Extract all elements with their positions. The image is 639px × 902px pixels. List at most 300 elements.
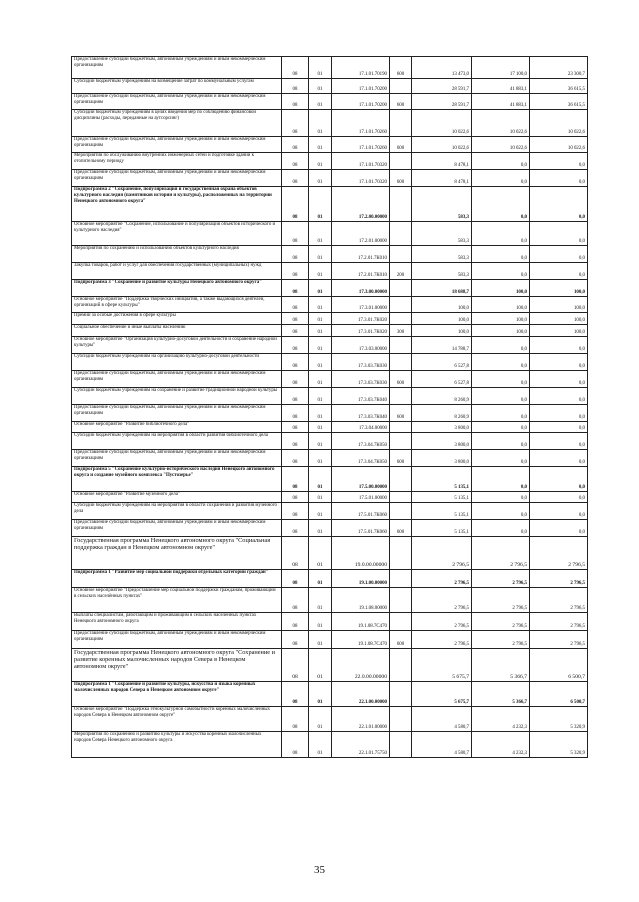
- item-name-cell: Подпрограмма 1 "Сохранение и развитие культуры, искусства и языка коренных малочисленных народов Севера в Ненецком автономном округе": [72, 682, 282, 707]
- item-name-cell: Основное мероприятие "Развитие библиотечного дела": [72, 422, 282, 433]
- expense-type-cell: [390, 707, 412, 732]
- subsection-code-cell: 01: [309, 222, 332, 246]
- section-code-cell: 08: [282, 537, 309, 570]
- expense-type-cell: [390, 79, 412, 94]
- expense-type-cell: 600: [390, 57, 412, 79]
- section-code-cell: 08: [282, 297, 309, 313]
- table-row: [72, 422, 588, 433]
- amount-year1-cell: 5 135,1: [412, 503, 472, 520]
- amount-year2-cell: 0,0: [472, 170, 530, 187]
- table-row: [72, 297, 588, 313]
- amount-year3-cell: 0,0: [530, 467, 588, 492]
- table-row: [72, 79, 588, 94]
- amount-year1-cell: 10 022,6: [412, 137, 472, 153]
- amount-year3-cell: 0,0: [530, 520, 588, 537]
- amount-year3-cell: 100,0: [530, 325, 588, 337]
- target-article-cell: 17.3.03.7К030: [332, 354, 390, 371]
- section-code-cell: 08: [282, 263, 309, 280]
- expense-type-cell: 600: [390, 371, 412, 388]
- section-code-cell: 08: [282, 246, 309, 263]
- section-code-cell: 08: [282, 570, 309, 588]
- amount-year3-cell: 36 615,5: [530, 94, 588, 110]
- amount-year3-cell: 0,0: [530, 246, 588, 263]
- amount-year1-cell: 5 135,1: [412, 520, 472, 537]
- amount-year3-cell: 0,0: [530, 503, 588, 520]
- amount-year2-cell: 5 366,7: [472, 682, 530, 707]
- amount-year2-cell: 0,0: [472, 422, 530, 433]
- subsection-code-cell: 01: [309, 170, 332, 187]
- item-name-cell: Субсидии бюджетным учреждениям на мероприятия в области сохранения и развития музейного дела: [72, 503, 282, 520]
- subsection-code-cell: 01: [309, 297, 332, 313]
- amount-year2-cell: 0,0: [472, 492, 530, 503]
- item-name-cell: Государственная программа Ненецкого автономного округа "Сохранение и развитие коренных малочисленных народов Севера в Ненецком автономном округе": [72, 649, 282, 682]
- amount-year2-cell: 2 796,5: [472, 570, 530, 588]
- item-name-cell: Подпрограмма 5 "Сохранение культурно-исторического наследия Ненецкого автономного округа и создание музейного комплекса "Пустозерье": [72, 467, 282, 492]
- target-article-cell: 17.1.01.70200: [332, 79, 390, 94]
- item-name-cell: Государственная программа Ненецкого автономного округа "Социальная поддержка граждан в Ненецком автономном округе": [72, 537, 282, 570]
- amount-year1-cell: 2 796,5: [412, 631, 472, 649]
- expense-type-cell: [390, 613, 412, 631]
- expense-type-cell: [390, 153, 412, 170]
- target-article-cell: 17.3.00.00000: [332, 280, 390, 297]
- expense-type-cell: [390, 337, 412, 354]
- section-code-cell: 08: [282, 371, 309, 388]
- amount-year1-cell: 10 022,6: [412, 110, 472, 137]
- amount-year1-cell: 583,3: [412, 246, 472, 263]
- table-row: [72, 405, 588, 422]
- section-code-cell: 08: [282, 405, 309, 422]
- subsection-code-cell: 01: [309, 337, 332, 354]
- amount-year3-cell: 2 796,5: [530, 631, 588, 649]
- subsection-code-cell: 01: [309, 467, 332, 492]
- subsection-code-cell: 01: [309, 707, 332, 732]
- table-row: [72, 325, 588, 337]
- section-code-cell: 08: [282, 433, 309, 450]
- item-name-cell: Премии за особые достижения в сфере культуры: [72, 313, 282, 325]
- amount-year2-cell: 5 366,7: [472, 649, 530, 682]
- item-name-cell: Субсидии бюджетным учреждениям на сохранение и развитие традиционной народной культуры: [72, 388, 282, 405]
- table-row: [72, 187, 588, 222]
- expense-type-cell: 600: [390, 631, 412, 649]
- target-article-cell: 17.3.03.7К030: [332, 371, 390, 388]
- expense-type-cell: [390, 297, 412, 313]
- subsection-code-cell: 01: [309, 246, 332, 263]
- amount-year1-cell: 100,0: [412, 325, 472, 337]
- amount-year1-cell: 583,3: [412, 187, 472, 222]
- subsection-code-cell: 01: [309, 492, 332, 503]
- item-name-cell: Основное мероприятие "Сохранение, использование и популяризация объектов исторического и культурного наследия": [72, 222, 282, 246]
- expense-type-cell: [390, 537, 412, 570]
- amount-year2-cell: 2 796,5: [472, 537, 530, 570]
- subsection-code-cell: 01: [309, 94, 332, 110]
- target-article-cell: 22.0.00.00000: [332, 649, 390, 682]
- target-article-cell: 17.1.01.70260: [332, 110, 390, 137]
- amount-year1-cell: 8 478,1: [412, 153, 472, 170]
- expense-type-cell: 600: [390, 450, 412, 467]
- amount-year3-cell: 0,0: [530, 153, 588, 170]
- amount-year1-cell: 6 527,8: [412, 371, 472, 388]
- amount-year2-cell: 100,0: [472, 313, 530, 325]
- item-name-cell: Основное мероприятие "Поддержка этнокультурной самобытности коренных малочисленных народов Севера в Ненецком автономном округе": [72, 707, 282, 732]
- item-name-cell: Основное мероприятие "Предоставление мер социальной поддержки гражданам, проживающим в сельских населённых пунктах": [72, 588, 282, 613]
- section-code-cell: 08: [282, 613, 309, 631]
- amount-year1-cell: 28 591,7: [412, 94, 472, 110]
- amount-year2-cell: 0,0: [472, 337, 530, 354]
- amount-year3-cell: 0,0: [530, 263, 588, 280]
- table-row: [72, 682, 588, 707]
- item-name-cell: Предоставление субсидий бюджетным, автономным учреждениям и иным некоммерческим организациям: [72, 405, 282, 422]
- amount-year1-cell: 4 580,7: [412, 732, 472, 758]
- subsection-code-cell: 01: [309, 325, 332, 337]
- expense-type-cell: [390, 467, 412, 492]
- table-row: [72, 732, 588, 758]
- table-row: [72, 450, 588, 467]
- amount-year3-cell: 10 022,6: [530, 110, 588, 137]
- table-row: [72, 707, 588, 732]
- item-name-cell: Предоставление субсидий бюджетным, автономным учреждениям и иным некоммерческим организациям: [72, 170, 282, 187]
- amount-year1-cell: 100,0: [412, 313, 472, 325]
- amount-year3-cell: 0,0: [530, 492, 588, 503]
- target-article-cell: 17.2.01.7К010: [332, 246, 390, 263]
- table-row: [72, 649, 588, 682]
- target-article-cell: 19.0.00.00000: [332, 537, 390, 570]
- expense-type-cell: [390, 433, 412, 450]
- item-name-cell: Подпрограмма 2 "Сохранение, популяризация и государственная охрана объектов культурного наследия (памятников истории и культуры), расположенных на территории Ненецкого автономного округа": [72, 187, 282, 222]
- amount-year2-cell: 4 232,3: [472, 707, 530, 732]
- target-article-cell: 17.2.00.00000: [332, 187, 390, 222]
- expense-type-cell: [390, 246, 412, 263]
- expense-type-cell: 600: [390, 520, 412, 537]
- page-number: 35: [314, 864, 325, 876]
- target-article-cell: 19.1.08.00000: [332, 588, 390, 613]
- expense-type-cell: [390, 732, 412, 758]
- target-article-cell: 17.3.03.00000: [332, 337, 390, 354]
- target-article-cell: 17.3.03.7К040: [332, 388, 390, 405]
- section-code-cell: 08: [282, 520, 309, 537]
- amount-year1-cell: 6 527,8: [412, 354, 472, 371]
- target-article-cell: 19.1.08.7С470: [332, 613, 390, 631]
- amount-year2-cell: 0,0: [472, 405, 530, 422]
- section-code-cell: 08: [282, 313, 309, 325]
- expense-type-cell: 200: [390, 263, 412, 280]
- amount-year3-cell: 0,0: [530, 222, 588, 246]
- section-code-cell: 08: [282, 280, 309, 297]
- target-article-cell: 17.1.01.70190: [332, 57, 390, 79]
- amount-year2-cell: 2 796,5: [472, 588, 530, 613]
- expense-type-cell: 600: [390, 170, 412, 187]
- section-code-cell: 08: [282, 631, 309, 649]
- amount-year2-cell: 0,0: [472, 222, 530, 246]
- subsection-code-cell: 01: [309, 187, 332, 222]
- item-name-cell: Мероприятия по сохранению и использованию объектов культурного наследия: [72, 246, 282, 263]
- amount-year1-cell: 2 796,5: [412, 537, 472, 570]
- subsection-code-cell: 01: [309, 588, 332, 613]
- expense-type-cell: [390, 354, 412, 371]
- section-code-cell: 08: [282, 170, 309, 187]
- amount-year2-cell: 41 883,1: [472, 79, 530, 94]
- amount-year3-cell: 6 500,7: [530, 649, 588, 682]
- amount-year2-cell: 0,0: [472, 371, 530, 388]
- target-article-cell: 17.2.01.7К010: [332, 263, 390, 280]
- target-article-cell: 17.1.01.70260: [332, 137, 390, 153]
- item-name-cell: Выплаты специалистам, работающим и проживающим в сельских населённых пунктах Ненецкого автономного округа: [72, 613, 282, 631]
- expense-type-cell: [390, 682, 412, 707]
- item-name-cell: Предоставление субсидий бюджетным, автономным учреждениям и иным некоммерческим организациям: [72, 57, 282, 79]
- amount-year2-cell: 4 232,3: [472, 732, 530, 758]
- subsection-code-cell: 01: [309, 422, 332, 433]
- target-article-cell: 19.1.08.7С470: [332, 631, 390, 649]
- expense-type-cell: [390, 422, 412, 433]
- amount-year1-cell: 5 675,7: [412, 682, 472, 707]
- item-name-cell: Субсидии бюджетным учреждениям на мероприятия в области развития библиотечного дела: [72, 433, 282, 450]
- target-article-cell: 17.3.03.7К040: [332, 405, 390, 422]
- expense-type-cell: [390, 570, 412, 588]
- expense-type-cell: [390, 503, 412, 520]
- amount-year2-cell: 0,0: [472, 246, 530, 263]
- table-row: [72, 137, 588, 153]
- subsection-code-cell: 01: [309, 280, 332, 297]
- item-name-cell: Предоставление субсидий бюджетным, автономным учреждениям и иным некоммерческим организациям: [72, 94, 282, 110]
- subsection-code-cell: 01: [309, 371, 332, 388]
- amount-year1-cell: 583,3: [412, 222, 472, 246]
- table-row: [72, 433, 588, 450]
- amount-year3-cell: 100,0: [530, 313, 588, 325]
- expense-type-cell: 300: [390, 325, 412, 337]
- item-name-cell: Предоставление субсидий бюджетным, автономным учреждениям и иным некоммерческим организациям: [72, 631, 282, 649]
- expense-type-cell: [390, 222, 412, 246]
- table-row: [72, 170, 588, 187]
- item-name-cell: Предоставление субсидий бюджетным, автономным учреждениям и иным некоммерческим организациям: [72, 371, 282, 388]
- subsection-code-cell: 01: [309, 520, 332, 537]
- amount-year2-cell: 0,0: [472, 520, 530, 537]
- table-row: [72, 537, 588, 570]
- subsection-code-cell: 01: [309, 450, 332, 467]
- section-code-cell: 08: [282, 422, 309, 433]
- subsection-code-cell: 01: [309, 631, 332, 649]
- amount-year3-cell: 6 500,7: [530, 682, 588, 707]
- amount-year3-cell: 0,0: [530, 170, 588, 187]
- subsection-code-cell: 01: [309, 153, 332, 170]
- amount-year2-cell: 0,0: [472, 354, 530, 371]
- table-row: [72, 94, 588, 110]
- table-row: [72, 337, 588, 354]
- section-code-cell: 08: [282, 94, 309, 110]
- budget-table: [71, 56, 588, 758]
- subsection-code-cell: 01: [309, 110, 332, 137]
- amount-year2-cell: 100,0: [472, 280, 530, 297]
- amount-year2-cell: 0,0: [472, 263, 530, 280]
- table-row: [72, 492, 588, 503]
- item-name-cell: Мероприятия по сохранению и развитию культуры и искусства коренных малочисленных народов Севера Ненецкого автономного округа: [72, 732, 282, 758]
- section-code-cell: 08: [282, 57, 309, 79]
- item-name-cell: Закупка товаров, работ и услуг для обеспечения государственных (муниципальных) нужд: [72, 263, 282, 280]
- target-article-cell: 17.3.01.00000: [332, 297, 390, 313]
- item-name-cell: Основное мероприятие "Развитие музейного дела": [72, 492, 282, 503]
- section-code-cell: 08: [282, 325, 309, 337]
- section-code-cell: 08: [282, 110, 309, 137]
- subsection-code-cell: 01: [309, 405, 332, 422]
- item-name-cell: Предоставление субсидий бюджетным, автономным учреждениям и иным некоммерческим организациям: [72, 520, 282, 537]
- amount-year1-cell: 14 788,7: [412, 337, 472, 354]
- amount-year2-cell: 0,0: [472, 153, 530, 170]
- table-row: [72, 222, 588, 246]
- section-code-cell: 08: [282, 450, 309, 467]
- amount-year1-cell: 13 473,0: [412, 57, 472, 79]
- target-article-cell: 22.1.01.00000: [332, 707, 390, 732]
- section-code-cell: 08: [282, 503, 309, 520]
- amount-year2-cell: 100,0: [472, 297, 530, 313]
- expense-type-cell: [390, 280, 412, 297]
- amount-year2-cell: 100,0: [472, 325, 530, 337]
- target-article-cell: 17.3.04.00000: [332, 422, 390, 433]
- subsection-code-cell: 01: [309, 732, 332, 758]
- amount-year3-cell: 23 300,7: [530, 57, 588, 79]
- table-row: [72, 263, 588, 280]
- subsection-code-cell: 01: [309, 682, 332, 707]
- expense-type-cell: [390, 588, 412, 613]
- amount-year1-cell: 28 591,7: [412, 79, 472, 94]
- table-row: [72, 246, 588, 263]
- item-name-cell: Субсидии бюджетным учреждениям на возмещение затрат по коммунальным услугам: [72, 79, 282, 94]
- section-code-cell: 08: [282, 467, 309, 492]
- section-code-cell: 08: [282, 707, 309, 732]
- amount-year1-cell: 2 796,5: [412, 613, 472, 631]
- amount-year2-cell: 0,0: [472, 467, 530, 492]
- section-code-cell: 08: [282, 153, 309, 170]
- expense-type-cell: 600: [390, 405, 412, 422]
- expense-type-cell: [390, 492, 412, 503]
- amount-year1-cell: 5 135,1: [412, 467, 472, 492]
- amount-year1-cell: 3 800,0: [412, 450, 472, 467]
- subsection-code-cell: 01: [309, 79, 332, 94]
- item-name-cell: Основное мероприятие "Поддержка творческих инициатив, а также выдающихся деятелей, организаций в сфере культуры": [72, 297, 282, 313]
- amount-year3-cell: 2 796,5: [530, 570, 588, 588]
- subsection-code-cell: 01: [309, 57, 332, 79]
- target-article-cell: 22.1.00.00000: [332, 682, 390, 707]
- item-name-cell: Подпрограмма 1 "Развитие мер социальной поддержки отдельных категорий граждан": [72, 570, 282, 588]
- table-row: [72, 280, 588, 297]
- table-row: [72, 520, 588, 537]
- section-code-cell: 08: [282, 649, 309, 682]
- table-row: [72, 588, 588, 613]
- amount-year2-cell: 0,0: [472, 388, 530, 405]
- section-code-cell: 08: [282, 337, 309, 354]
- amount-year2-cell: 0,0: [472, 450, 530, 467]
- target-article-cell: 17.3.01.7К020: [332, 313, 390, 325]
- amount-year2-cell: 0,0: [472, 503, 530, 520]
- amount-year1-cell: 583,3: [412, 263, 472, 280]
- amount-year2-cell: 10 022,6: [472, 137, 530, 153]
- amount-year1-cell: 5 675,7: [412, 649, 472, 682]
- table-row: [72, 388, 588, 405]
- table-row: [72, 503, 588, 520]
- amount-year1-cell: 8 260,9: [412, 388, 472, 405]
- target-article-cell: 17.3.04.7К050: [332, 433, 390, 450]
- expense-type-cell: [390, 187, 412, 222]
- item-name-cell: Основное мероприятие "Организация культурно-досуговой деятельности и сохранение народной культуры": [72, 337, 282, 354]
- target-article-cell: 17.5.00.00000: [332, 467, 390, 492]
- amount-year1-cell: 18 688,7: [412, 280, 472, 297]
- target-article-cell: 17.1.01.70320: [332, 170, 390, 187]
- amount-year2-cell: 0,0: [472, 433, 530, 450]
- subsection-code-cell: 01: [309, 388, 332, 405]
- section-code-cell: 08: [282, 732, 309, 758]
- amount-year3-cell: 2 796,5: [530, 613, 588, 631]
- target-article-cell: 17.2.01.00000: [332, 222, 390, 246]
- item-name-cell: Субсидии бюджетным учреждениям на организацию культурно-досуговой деятельности: [72, 354, 282, 371]
- table-row: [72, 153, 588, 170]
- amount-year3-cell: 0,0: [530, 422, 588, 433]
- amount-year1-cell: 8 260,9: [412, 405, 472, 422]
- amount-year1-cell: 3 800,0: [412, 422, 472, 433]
- target-article-cell: 22.1.01.75750: [332, 732, 390, 758]
- amount-year1-cell: 8 478,1: [412, 170, 472, 187]
- amount-year3-cell: 100,0: [530, 297, 588, 313]
- expense-type-cell: [390, 313, 412, 325]
- amount-year3-cell: 0,0: [530, 388, 588, 405]
- amount-year1-cell: 3 800,0: [412, 433, 472, 450]
- section-code-cell: 08: [282, 588, 309, 613]
- amount-year3-cell: 0,0: [530, 405, 588, 422]
- target-article-cell: 17.5.01.7К060: [332, 520, 390, 537]
- table-row: [72, 613, 588, 631]
- target-article-cell: 17.5.01.7К060: [332, 503, 390, 520]
- section-code-cell: 08: [282, 354, 309, 371]
- target-article-cell: 17.1.01.70200: [332, 94, 390, 110]
- section-code-cell: 08: [282, 187, 309, 222]
- amount-year2-cell: 0,0: [472, 187, 530, 222]
- target-article-cell: 17.3.01.7К020: [332, 325, 390, 337]
- item-name-cell: Подпрограмма 3 "Сохранение и развитие культуры Ненецкого автономного округа": [72, 280, 282, 297]
- item-name-cell: Социальное обеспечение и иные выплаты населению: [72, 325, 282, 337]
- target-article-cell: 17.5.01.00000: [332, 492, 390, 503]
- item-name-cell: Предоставление субсидий бюджетным, автономным учреждениям и иным некоммерческим организациям: [72, 137, 282, 153]
- target-article-cell: 19.1.00.00000: [332, 570, 390, 588]
- amount-year1-cell: 5 135,1: [412, 492, 472, 503]
- item-name-cell: Мероприятия по обслуживанию внутренних инженерных сетей и подготовке зданий к отопительному периоду: [72, 153, 282, 170]
- amount-year1-cell: 4 580,7: [412, 707, 472, 732]
- amount-year3-cell: 0,0: [530, 433, 588, 450]
- table-row: [72, 313, 588, 325]
- expense-type-cell: [390, 649, 412, 682]
- amount-year3-cell: 2 796,5: [530, 537, 588, 570]
- target-article-cell: 17.1.01.70320: [332, 153, 390, 170]
- amount-year3-cell: 5 320,9: [530, 707, 588, 732]
- section-code-cell: 08: [282, 682, 309, 707]
- subsection-code-cell: 01: [309, 433, 332, 450]
- amount-year2-cell: 41 883,1: [472, 94, 530, 110]
- amount-year3-cell: 100,0: [530, 280, 588, 297]
- table-row: [72, 354, 588, 371]
- amount-year3-cell: 5 320,9: [530, 732, 588, 758]
- table-row: [72, 467, 588, 492]
- item-name-cell: Субсидии бюджетным учреждениям в целях введения мер по соблюдению финансовой дисциплины (расходы, переданные на аутсорсинг): [72, 110, 282, 137]
- section-code-cell: 08: [282, 388, 309, 405]
- subsection-code-cell: 01: [309, 503, 332, 520]
- target-article-cell: 17.3.04.7К050: [332, 450, 390, 467]
- subsection-code-cell: 01: [309, 537, 332, 570]
- expense-type-cell: [390, 388, 412, 405]
- amount-year2-cell: 2 796,5: [472, 631, 530, 649]
- amount-year3-cell: 2 796,5: [530, 588, 588, 613]
- amount-year3-cell: 0,0: [530, 187, 588, 222]
- section-code-cell: 08: [282, 79, 309, 94]
- subsection-code-cell: 01: [309, 354, 332, 371]
- table-row: [72, 110, 588, 137]
- subsection-code-cell: 01: [309, 613, 332, 631]
- subsection-code-cell: 01: [309, 137, 332, 153]
- amount-year3-cell: 10 022,6: [530, 137, 588, 153]
